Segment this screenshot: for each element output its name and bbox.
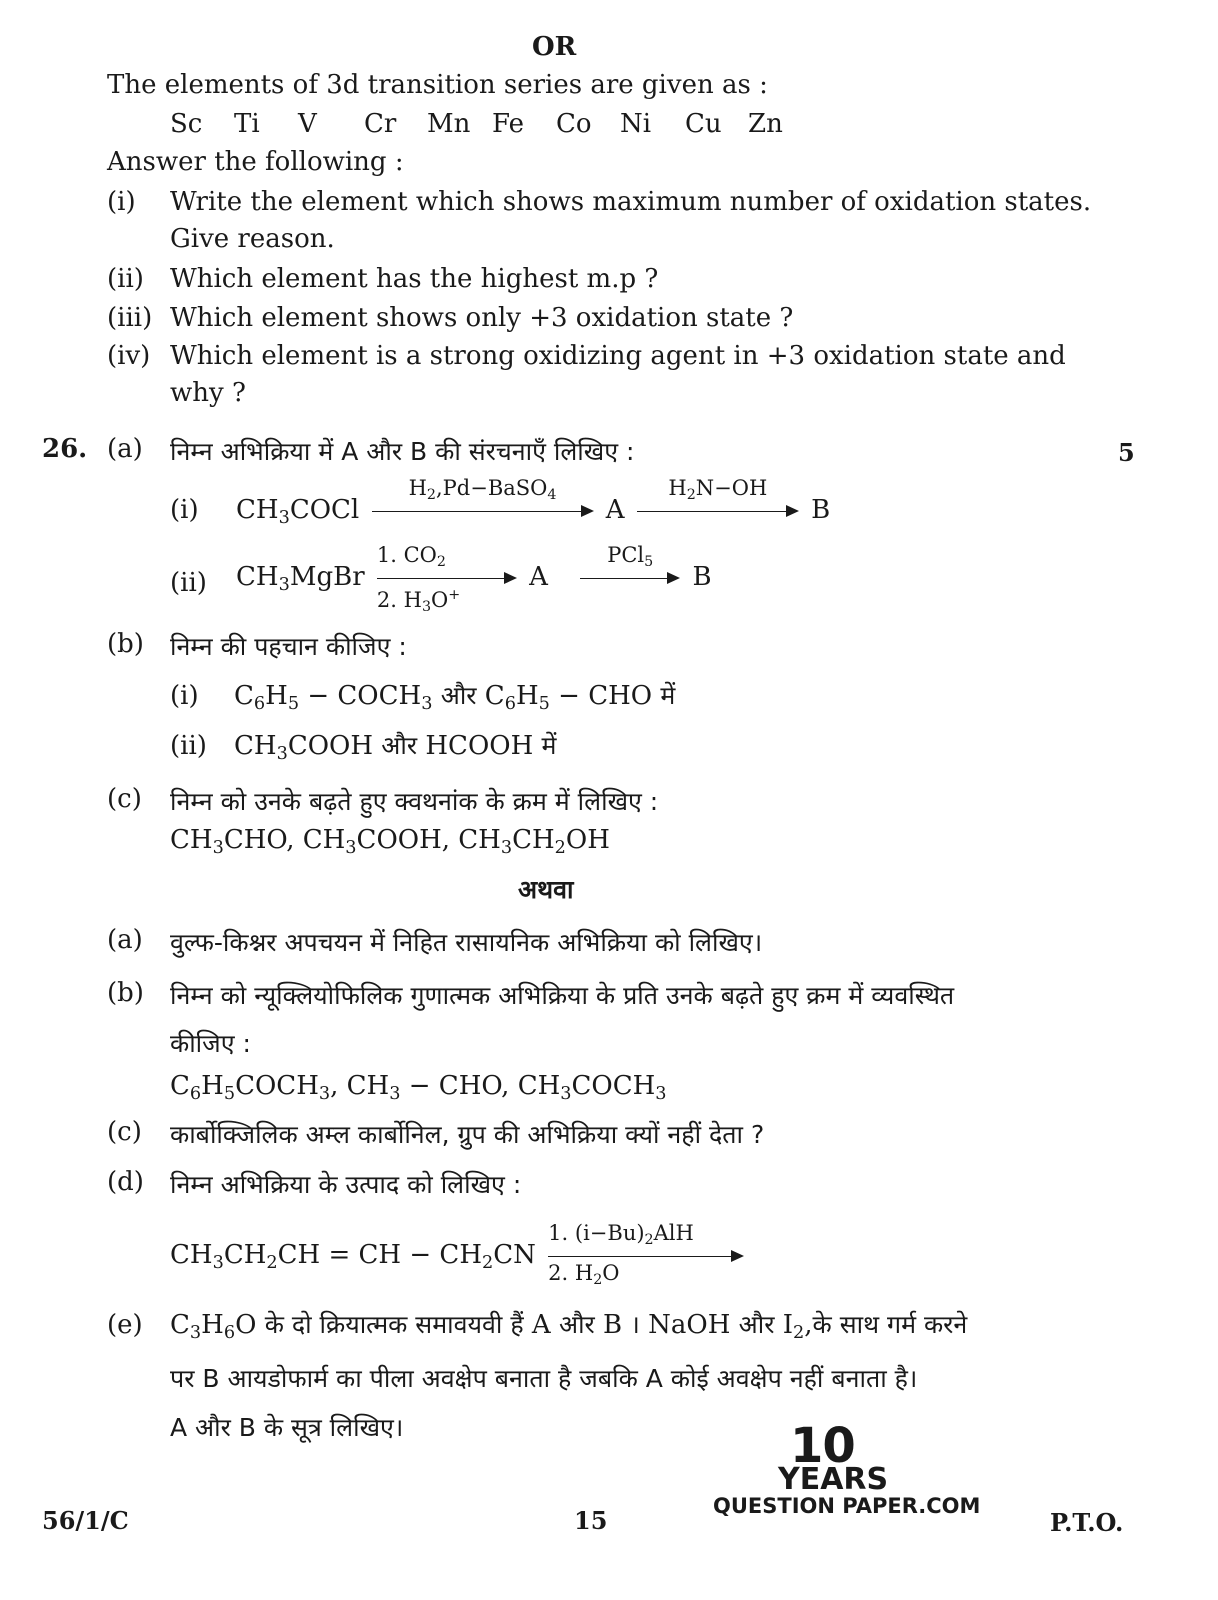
reaction-1 (236, 476, 831, 533)
question-number: (ii) (107, 264, 144, 294)
element-symbol: Fe (492, 109, 525, 139)
reagent: 2. $H_3O^+$ (376, 587, 461, 615)
question-text: Which element shows only +3 oxidation state ? (170, 303, 794, 333)
part-label: (c) (107, 1117, 142, 1147)
reagent: $H_2,Pd-BaSO_4$ (408, 476, 557, 503)
part-text: निम्न की पहचान कीजिए : (170, 632, 407, 661)
logo-years: YEARS (778, 1462, 889, 1497)
intro-text: The elements of 3d transition series are given as : (107, 70, 768, 100)
question-text: why ? (170, 378, 246, 408)
or-heading: OR (532, 32, 577, 62)
part-text: निम्न को न्यूक्लियोफिलिक गुणात्मक अभिक्रिया के प्रति उनके बढ़ते हुए क्रम में व्यवस्थित (170, 981, 955, 1010)
question-text: Which element is a strong oxidizing agent in +3 oxidation state and (170, 341, 1066, 371)
part-label: (b) (107, 629, 144, 659)
question-number: (iv) (107, 341, 151, 371)
product: B (811, 495, 831, 525)
reaction-arrow (376, 543, 517, 615)
sub-part-label: (i) (170, 681, 199, 711)
reaction-arrow (580, 543, 680, 593)
paper-code: 56/1/C (42, 1506, 129, 1535)
part-text: कार्बोक्जिलिक अम्ल कार्बोनिल, ग्रुप की अभिक्रिया क्यों नहीं देता ? (170, 1120, 765, 1149)
reaction-arrow (372, 476, 594, 526)
element-symbol: Cr (364, 109, 397, 139)
reaction-arrow (548, 1221, 744, 1288)
sub-part-text: $CH_3COOH$ और HCOOH में (234, 731, 557, 764)
element-symbol: Zn (748, 109, 783, 139)
part-text: A और B के सूत्र लिखिए। (170, 1413, 404, 1442)
element-symbol: Ni (620, 109, 652, 139)
logo-number: 10 (790, 1418, 855, 1474)
part-label: (a) (107, 434, 143, 464)
question-number: 26. (42, 434, 88, 464)
reaction-arrow (637, 476, 799, 526)
part-label: (c) (107, 784, 142, 814)
part-text: वुल्फ-किश्नर अपचयन में निहित रासायनिक अभिक्रिया को लिखिए। (170, 928, 763, 957)
answer-following: Answer the following : (107, 147, 404, 177)
reagent: $H_2N-OH$ (668, 476, 768, 503)
part-text: कीजिए : (170, 1029, 251, 1058)
element-symbol: Sc (170, 109, 203, 139)
part-text: $C_3H_6O$ के दो क्रियात्मक समावयवी हैं A और B । NaOH और $I_2,के$ साथ गर्म करने (170, 1310, 968, 1343)
sub-part-label: (ii) (170, 568, 207, 598)
element-symbol: Co (556, 109, 592, 139)
question-number: (iii) (107, 303, 153, 333)
sub-part-label: (i) (170, 495, 199, 525)
pto-label: P.T.O. (1050, 1508, 1124, 1537)
reactant: $CH_3MgBr$ (236, 562, 365, 595)
element-symbol: V (298, 109, 317, 139)
part-label: (e) (107, 1310, 143, 1340)
product: B (692, 562, 712, 592)
element-symbol: Ti (234, 109, 260, 139)
part-text: निम्न को उनके बढ़ते हुए क्वथनांक के क्रम में लिखिए : (170, 787, 659, 816)
sub-part-label: (ii) (170, 731, 207, 761)
question-text: Which element has the highest m.p ? (170, 264, 659, 294)
question-number: (i) (107, 187, 136, 217)
reaction-3 (170, 1221, 748, 1288)
element-symbol: Mn (427, 109, 471, 139)
sub-part-text: $C_6H_5$ − $COCH_3$ और $C_6H_5$ − CHO में (234, 681, 676, 714)
part-text: निम्न अभिक्रिया के उत्पाद को लिखिए : (170, 1170, 522, 1199)
compound-list: $CH_3CHO$, $CH_3COOH$, $CH_3CH_2OH$ (170, 825, 610, 858)
marks: 5 (1118, 438, 1135, 467)
part-text: निम्न अभिक्रिया में A और B की संरचनाएँ लिखिए : (170, 437, 635, 466)
reagent: 1. $CO_2$ (376, 543, 446, 570)
reactant: $CH_3CH_2CH$ = CH − $CH_2CN$ (170, 1240, 536, 1273)
question-text: Give reason. (170, 224, 335, 254)
part-label: (d) (107, 1167, 144, 1197)
reactant: $CH_3COCl$ (236, 495, 360, 528)
reaction-2 (236, 543, 712, 615)
compound-list: $C_6H_5COCH_3$, $CH_3$ − CHO, $CH_3COCH_3$ (170, 1071, 667, 1104)
product: A (605, 495, 625, 525)
part-text: पर B आयडोफार्म का पीला अवक्षेप बनाता है जबकि A कोई अवक्षेप नहीं बनाता है। (170, 1364, 918, 1393)
athva-heading: अथवा (518, 875, 574, 904)
reagent: 1. $(i-Bu)_2AlH$ (548, 1221, 694, 1248)
logo-site: QUESTION PAPER.COM (713, 1494, 981, 1518)
part-label: (b) (107, 978, 144, 1008)
reagent: PCl$_5$ (607, 543, 654, 570)
element-symbol: Cu (685, 109, 722, 139)
product: A (529, 562, 548, 592)
page-number: 15 (574, 1506, 608, 1535)
part-label: (a) (107, 925, 143, 955)
question-text: Write the element which shows maximum number of oxidation states. (170, 187, 1092, 217)
reagent: 2. $H_2O$ (548, 1261, 620, 1288)
